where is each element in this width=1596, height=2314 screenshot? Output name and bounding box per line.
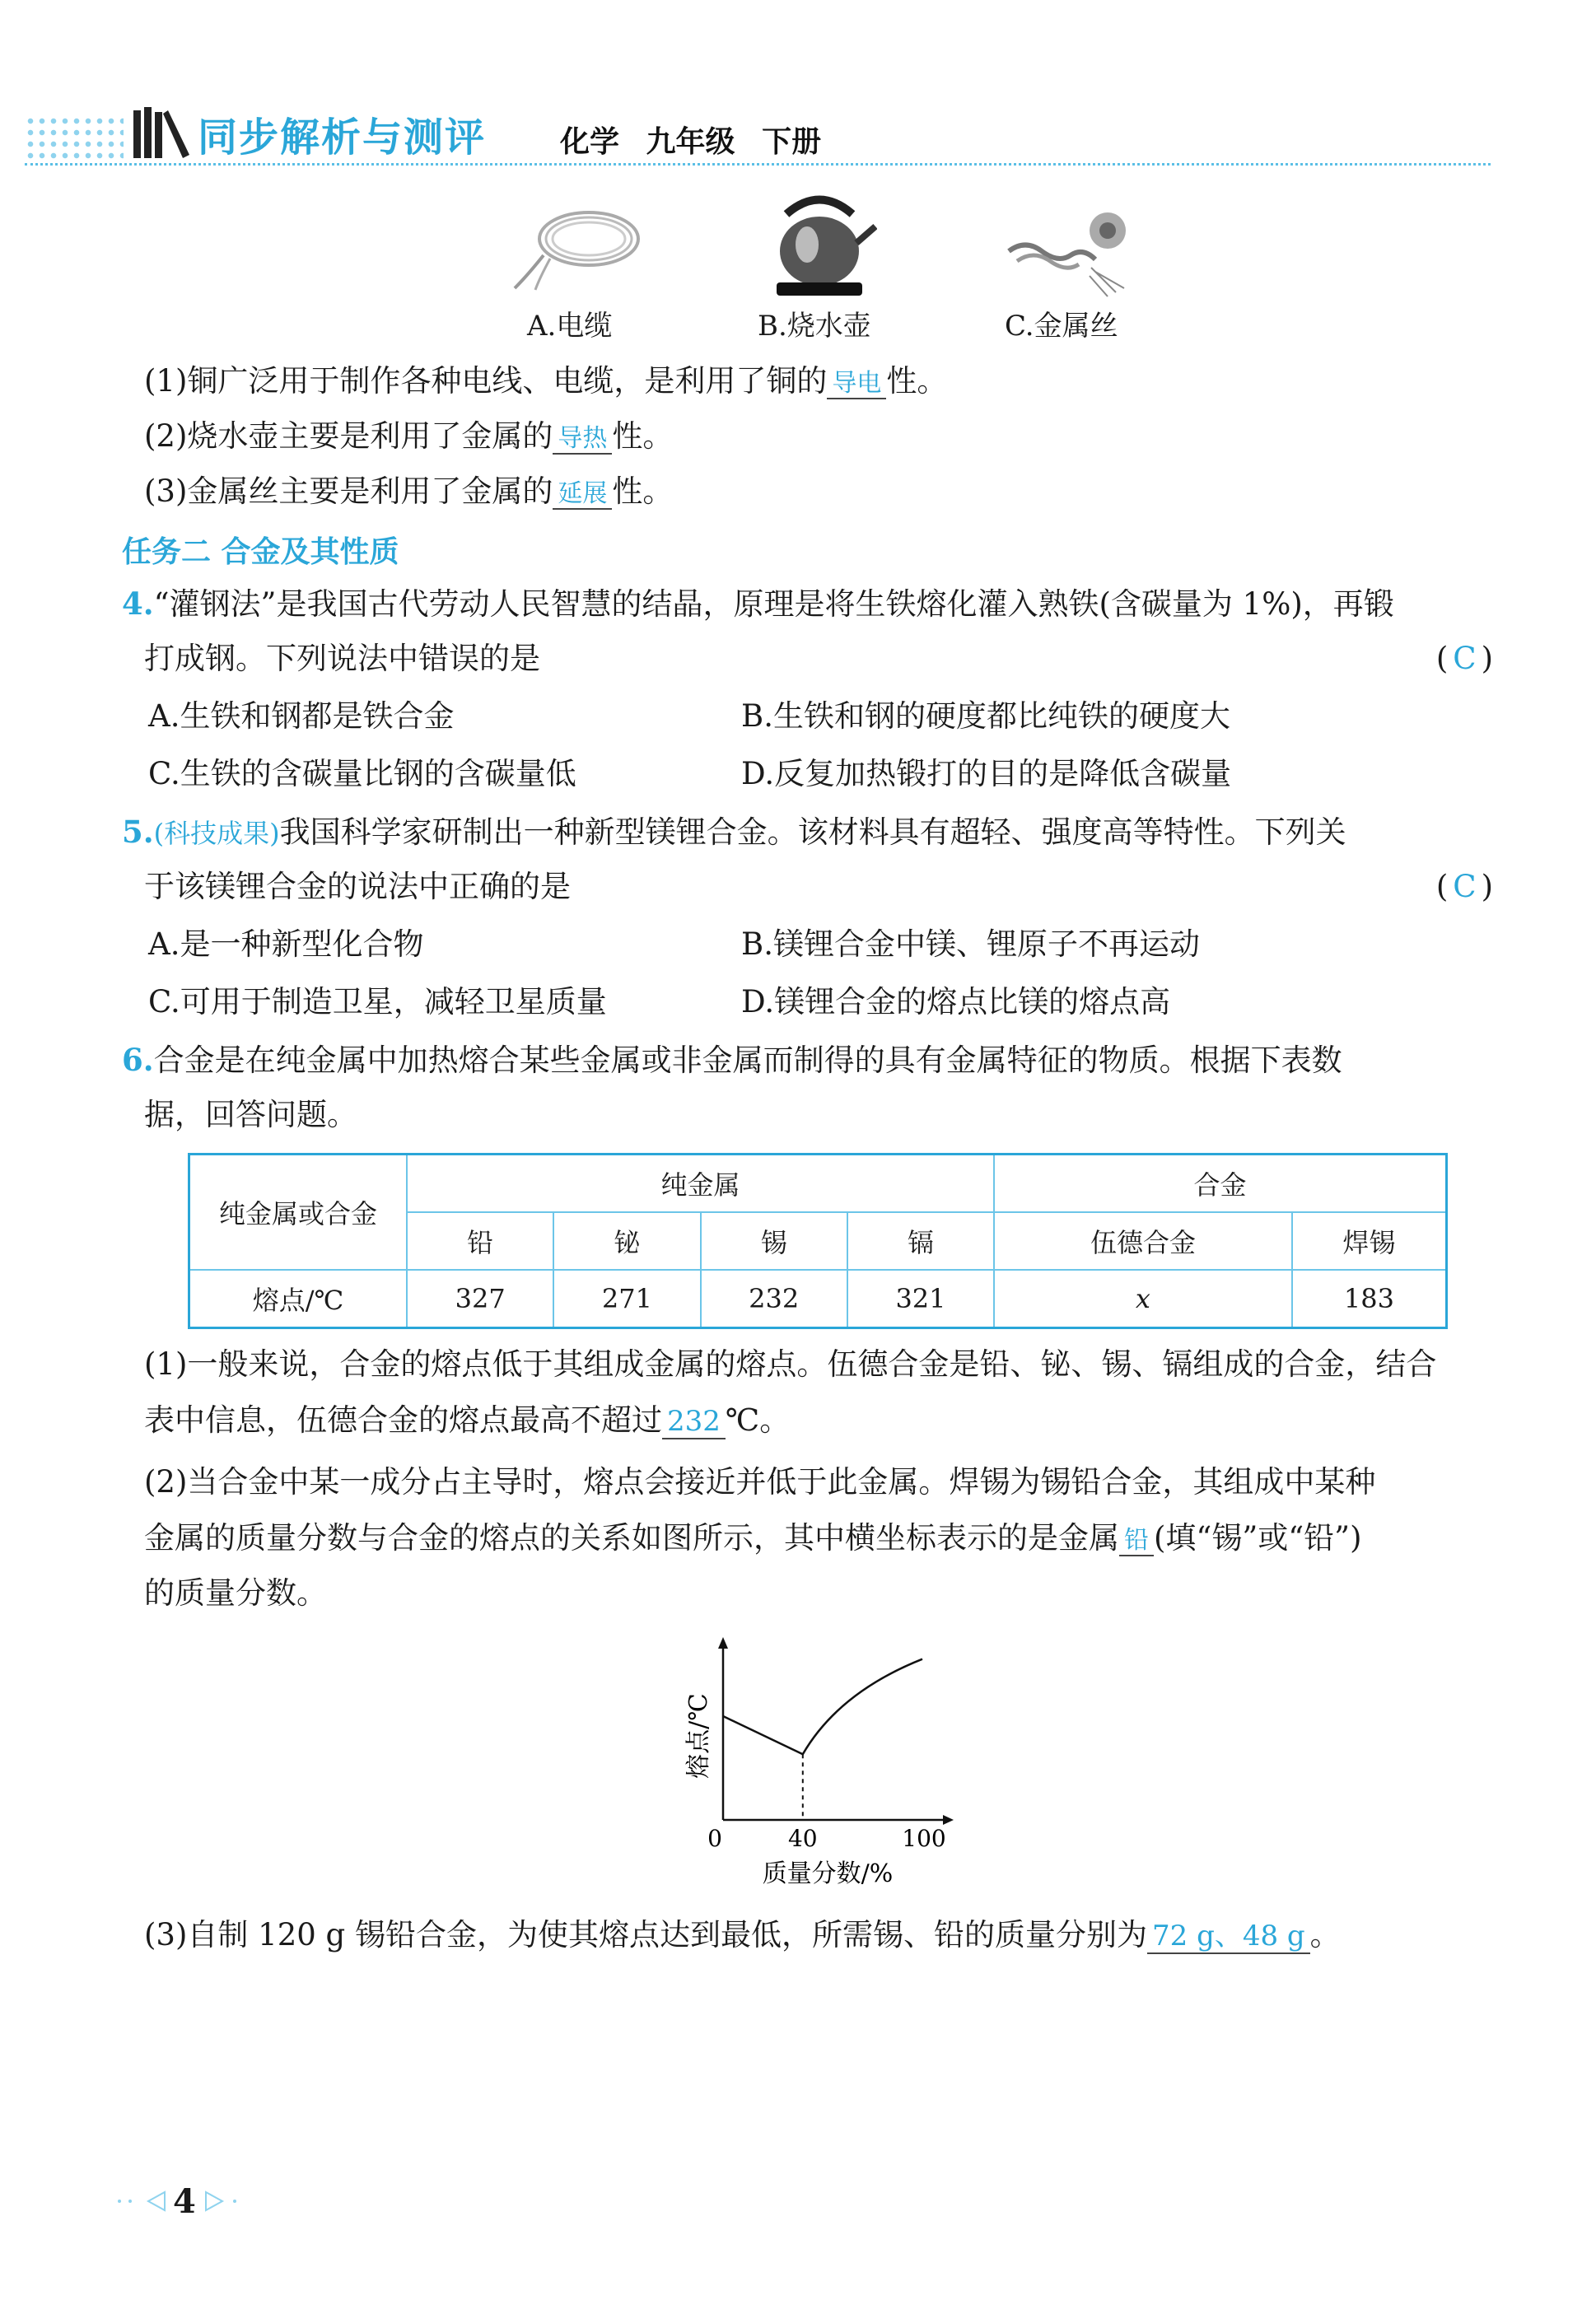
q5-option-b: B.镁锂合金中镁、锂原子不再运动 — [741, 926, 1200, 962]
q3-part2: (2)烧水壶主要是利用了金属的 导热 性。 — [144, 418, 674, 454]
table-col-header: 铅 — [407, 1212, 553, 1270]
table-cell: 183 — [1292, 1270, 1447, 1328]
q6-part2-line3: 的质量分数。 — [144, 1575, 327, 1611]
y-axis-arrow — [718, 1637, 728, 1649]
x-tick-40: 40 — [787, 1825, 818, 1852]
q5-answer-bracket: ( C ) — [1435, 869, 1493, 904]
q5-option-a: A.是一种新型化合物 — [148, 926, 424, 962]
table-cell: 321 — [847, 1270, 994, 1328]
q3-part3: (3)金属丝主要是利用了金属的 延展 性。 — [144, 474, 674, 509]
table-cell: 232 — [701, 1270, 847, 1328]
metal-wire-image — [992, 194, 1141, 301]
q3-part3-answer: 延展 — [553, 479, 612, 510]
table-col-header: 镉 — [847, 1212, 994, 1270]
melting-point-table — [188, 1153, 1448, 1329]
cable-image — [511, 198, 651, 296]
table-row-label: 熔点/℃ — [189, 1270, 408, 1328]
q6-part2-line1: (2)当合金中某一成分占主导时，熔点会接近并低于此金属。焊锡为锡铅合金，其组成中某种 — [144, 1464, 1376, 1500]
x-axis-label: 质量分数/% — [762, 1859, 894, 1888]
q6-part2-answer: 铅 — [1119, 1526, 1154, 1556]
q4-option-c: C.生铁的含碳量比钢的含碳量低 — [148, 756, 576, 791]
page-number: 4 — [173, 2182, 196, 2221]
q6-part2-line2: 金属的质量分数与合金的熔点的关系如图所示，其中横坐标表示的是金属 铅 (填“锡”或“铅”) — [144, 1520, 1362, 1556]
q6-part1-line1: (1)一般来说，合金的熔点低于其组成金属的熔点。伍德合金是铅、铋、锡、镉组成的合金，结合 — [144, 1346, 1437, 1382]
subject-label: 化学 九年级 下册 — [560, 125, 822, 159]
y-axis-label: 熔点/℃ — [684, 1693, 713, 1779]
series-line-melting-point — [723, 1659, 922, 1755]
q4-option-a: A.生铁和钢都是铁合金 — [148, 698, 455, 734]
q6-stem-line1: 6.合金是在纯金属中加热熔合某些金属或非金属而制得的具有金属特征的物质。根据下表数 — [122, 1042, 1342, 1078]
melting-point-chart — [659, 1631, 972, 1902]
q6-part1-answer: 232 — [662, 1405, 726, 1439]
figure-caption-wire: C.金属丝 — [1005, 310, 1118, 343]
q4-option-b: B.生铁和钢的硬度都比纯铁的硬度大 — [741, 698, 1230, 734]
q5-stem-line1: 5.(科技成果)我国科学家研制出一种新型镁锂合金。该材料具有超轻、强度高等特性。下列关 — [122, 814, 1346, 850]
page-header — [25, 99, 1491, 173]
q4-option-d: D.反复加热锻打的目的是降低含碳量 — [741, 756, 1232, 791]
q4-answer: C — [1453, 641, 1477, 676]
figure-caption-cable: A.电缆 — [527, 310, 613, 343]
q5-option-d: D.镁锂合金的熔点比镁的熔点高 — [741, 984, 1171, 1019]
x-tick-100: 100 — [902, 1825, 946, 1852]
q3-part1: (1)铜广泛用于制作各种电线、电缆，是利用了铜的 导电 性。 — [144, 363, 948, 399]
brand-title: 同步解析与测评 — [198, 114, 487, 161]
q6-part1-line2: 表中信息，伍德合金的熔点最高不超过 232 ℃。 — [144, 1402, 791, 1438]
header-dots-decoration — [25, 115, 124, 165]
figure-caption-kettle: B.烧水壶 — [758, 310, 871, 343]
q6-part3: (3)自制 120 g 锡铅合金，为使其熔点达到最低，所需锡、铅的质量分别为 72 g、48 g 。 — [144, 1917, 1341, 1952]
q5-stem-line2: 于该镁锂合金的说法中正确的是 — [144, 869, 571, 904]
q5-answer: C — [1453, 869, 1477, 904]
q6-part3-answer: 72 g、48 g — [1147, 1920, 1310, 1954]
books-logo-icon — [130, 104, 196, 161]
table-col-header: 焊锡 — [1292, 1212, 1447, 1270]
q5-tag: (科技成果) — [153, 818, 280, 849]
table-col-header: 铋 — [553, 1212, 700, 1270]
q3-part1-answer: 导电 — [827, 369, 886, 399]
q4-answer-bracket: ( C ) — [1435, 641, 1493, 676]
q6-stem-line2: 据，回答问题。 — [144, 1097, 357, 1132]
table-group-pure: 纯金属 — [407, 1155, 994, 1213]
x-axis-arrow — [943, 1815, 954, 1825]
q4-stem-line2: 打成钢。下列说法中错误的是 — [144, 641, 540, 676]
header-divider — [25, 163, 1491, 166]
task2-heading: 任务二 合金及其性质 — [122, 535, 399, 569]
x-tick-0: 0 — [707, 1825, 722, 1852]
q3-part2-answer: 导热 — [553, 424, 612, 455]
q4-stem-line1: 4.“灌钢法”是我国古代劳动人民智慧的结晶，原理是将生铁熔化灌入熟铁(含碳量为 1%)，再锻 — [122, 585, 1394, 622]
table-col-header: 锡 — [701, 1212, 847, 1270]
kettle-image — [762, 185, 877, 301]
table-cell: x — [994, 1270, 1292, 1328]
table-rowhead: 纯金属或合金 — [189, 1155, 408, 1271]
table-cell: 271 — [553, 1270, 700, 1328]
table-col-header: 伍德合金 — [994, 1212, 1292, 1270]
table-group-alloy: 合金 — [994, 1155, 1446, 1213]
table-cell: 327 — [407, 1270, 553, 1328]
q5-option-c: C.可用于制造卫星，减轻卫星质量 — [148, 984, 607, 1019]
